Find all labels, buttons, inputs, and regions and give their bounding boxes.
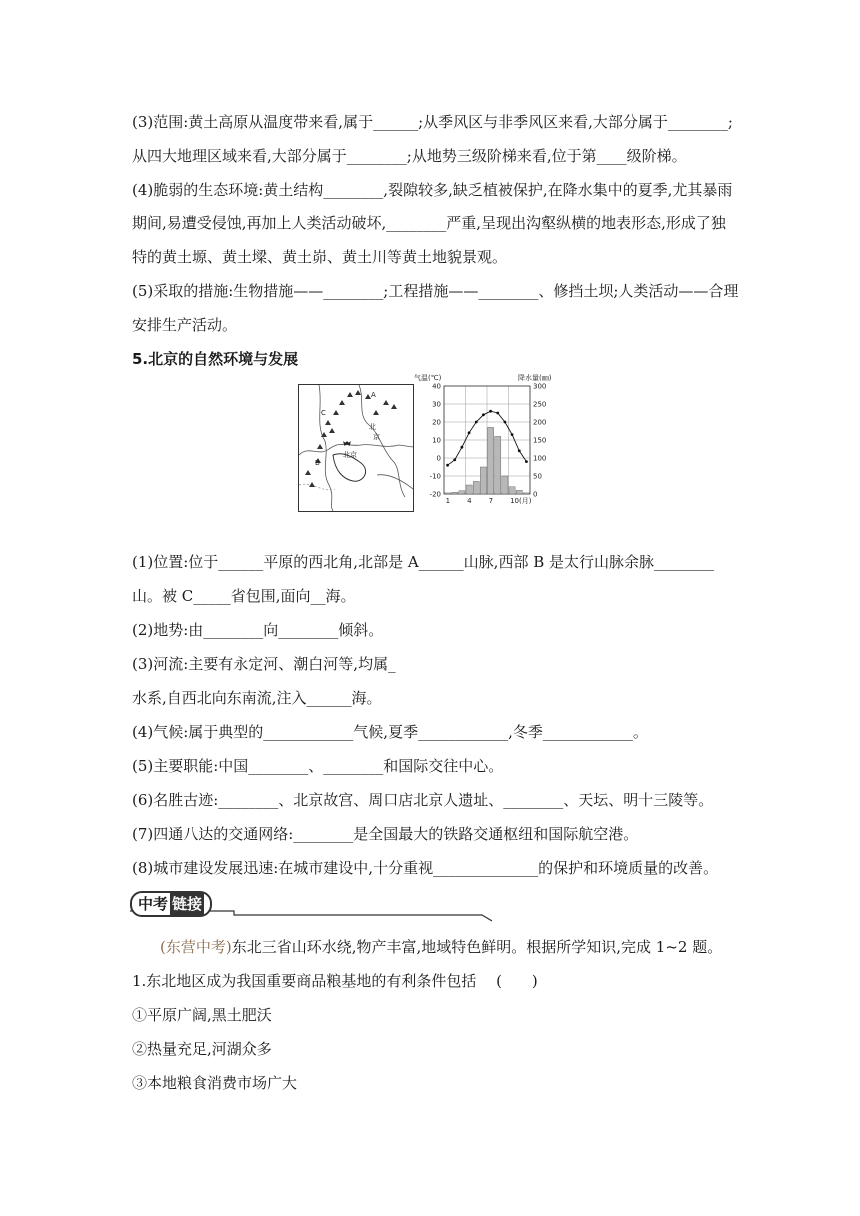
map-label-b: B	[315, 459, 320, 467]
badge-text-zhongkao: 中考	[138, 895, 169, 913]
text-line: 从四大地理区域来看,大部分属于________;从地势三级阶梯来看,位于第____级阶梯。	[132, 147, 687, 165]
chart-right-axis-title: 降水量(㎜)	[518, 374, 552, 382]
text-line: 安排生产活动。	[132, 316, 238, 334]
precip-bar	[509, 487, 515, 494]
text-line: 水系,自西北向东南流,注入______海。	[132, 689, 382, 707]
option-1: ①平原广阔,黑土肥沃	[132, 1006, 272, 1024]
beijing-figure	[298, 374, 562, 512]
temperature-point	[475, 421, 478, 424]
option-3: ③本地粮食消费市场广大	[132, 1074, 298, 1092]
right-tick-label: 0	[533, 490, 538, 499]
exam-source: (东营中考)	[160, 938, 232, 956]
precip-bar	[488, 427, 494, 494]
beijing-map	[298, 384, 414, 512]
temperature-point	[453, 458, 456, 461]
badge-text-link: 链接	[172, 895, 203, 913]
map-label-a: A	[371, 391, 376, 399]
precip-bar	[523, 493, 529, 494]
map-label-north: 北	[369, 423, 376, 431]
map-drawing	[299, 385, 413, 511]
text-line: (5)采取的措施:生物措施——________;工程措施——________、修挡土坝;人类活动——合理	[132, 282, 739, 300]
precip-bar	[495, 436, 501, 494]
right-tick-label: 150	[533, 436, 547, 445]
precip-bar	[445, 493, 451, 494]
right-tick-label: 200	[533, 418, 547, 427]
temperature-point	[518, 449, 521, 452]
left-tick-label: -10	[429, 472, 441, 481]
right-tick-label: 300	[533, 382, 547, 391]
exam-intro: 东北三省山环水绕,物产丰富,地域特色鲜明。根据所学知识,完成 1~2 题。	[231, 938, 723, 956]
x-tick-label: 4	[467, 497, 472, 505]
left-tick-label: 30	[432, 400, 441, 409]
map-label-beijing: 北京	[343, 451, 357, 459]
text-line: (3)范围:黄土高原从温度带来看,属于______;从季风区与非季风区来看,大部分属于________;	[132, 113, 733, 131]
exam-intro-line	[160, 930, 770, 964]
text-line: (4)脆弱的生态环境:黄土结构________,裂隙较多,缺乏植被保护,在降水集中的夏季,尤其暴雨	[132, 181, 733, 199]
temperature-point	[482, 413, 485, 416]
precip-bar	[466, 485, 472, 494]
text-line: (3)河流:主要有永定河、潮白河等,均属_	[132, 655, 396, 673]
precip-bar	[473, 481, 479, 494]
left-tick-label: -20	[429, 490, 441, 499]
x-tick-label: 7	[488, 497, 494, 505]
x-tick-label: 10(月)	[510, 497, 532, 505]
exam-link-badge	[130, 891, 212, 917]
text-line: 特的黄土塬、黄土墚、黄土峁、黄土川等黄土地貌景观。	[132, 248, 508, 266]
left-tick-label: 40	[432, 382, 441, 391]
map-label-jing: 京	[373, 433, 380, 441]
chart-left-axis-title: 气温(℃)	[414, 374, 442, 382]
exam-link-banner	[130, 889, 492, 923]
temperature-point	[461, 446, 464, 449]
precip-bar	[516, 490, 522, 494]
text-line: (2)地势:由________向________倾斜。	[132, 621, 384, 639]
section-title: 5.北京的自然环境与发展	[132, 350, 299, 368]
left-tick-label: 20	[432, 418, 441, 427]
text-line: 山。被 C_____省包围,面向__海。	[132, 587, 356, 605]
precip-bar	[480, 467, 486, 494]
left-tick-label: 10	[432, 436, 441, 445]
temperature-point	[525, 460, 528, 463]
temperature-point	[511, 433, 514, 436]
right-tick-label: 50	[533, 472, 542, 481]
left-tick-label: 0	[436, 454, 441, 463]
text-line: (8)城市建设发展迅速:在城市建设中,十分重视______________的保护和环境质量的改善。	[132, 859, 719, 877]
plot-area	[430, 383, 547, 506]
text-line: (7)四通八达的交通网络:________是全国最大的铁路交通枢纽和国际航空港。	[132, 825, 639, 843]
text-line: (6)名胜古迹:________、北京故宫、周口店北京人遗址、________、天坛、明十三陵等。	[132, 791, 714, 809]
text-line: (4)气候:属于典型的____________气候,夏季____________,冬季____________。	[132, 723, 648, 741]
text-line: (1)位置:位于______平原的西北角,北部是 A______山脉,西部 B 是太行山脉余脉________	[132, 553, 714, 571]
question-1: 1.东北地区成为我国重要商品粮基地的有利条件包括 ( )	[132, 972, 538, 990]
temperature-point	[496, 412, 499, 415]
option-2: ②热量充足,河湖众多	[132, 1040, 272, 1058]
temperature-point	[489, 410, 492, 413]
text-line: 期间,易遭受侵蚀,再加上人类活动破坏,________严重,呈现出沟壑纵横的地表形态,形成了独	[132, 214, 726, 232]
precip-bar	[459, 491, 465, 494]
temperature-point	[468, 431, 471, 434]
climate-chart	[414, 372, 564, 512]
temperature-point	[504, 421, 507, 424]
right-tick-label: 250	[533, 400, 547, 409]
right-tick-label: 100	[533, 454, 547, 463]
precip-bar	[502, 476, 508, 494]
x-tick-label: 1	[445, 497, 451, 505]
temperature-point	[446, 464, 449, 467]
map-label-c: C	[321, 409, 326, 417]
text-line: (5)主要职能:中国________、________和国际交往中心。	[132, 757, 504, 775]
precip-bar	[452, 492, 458, 494]
